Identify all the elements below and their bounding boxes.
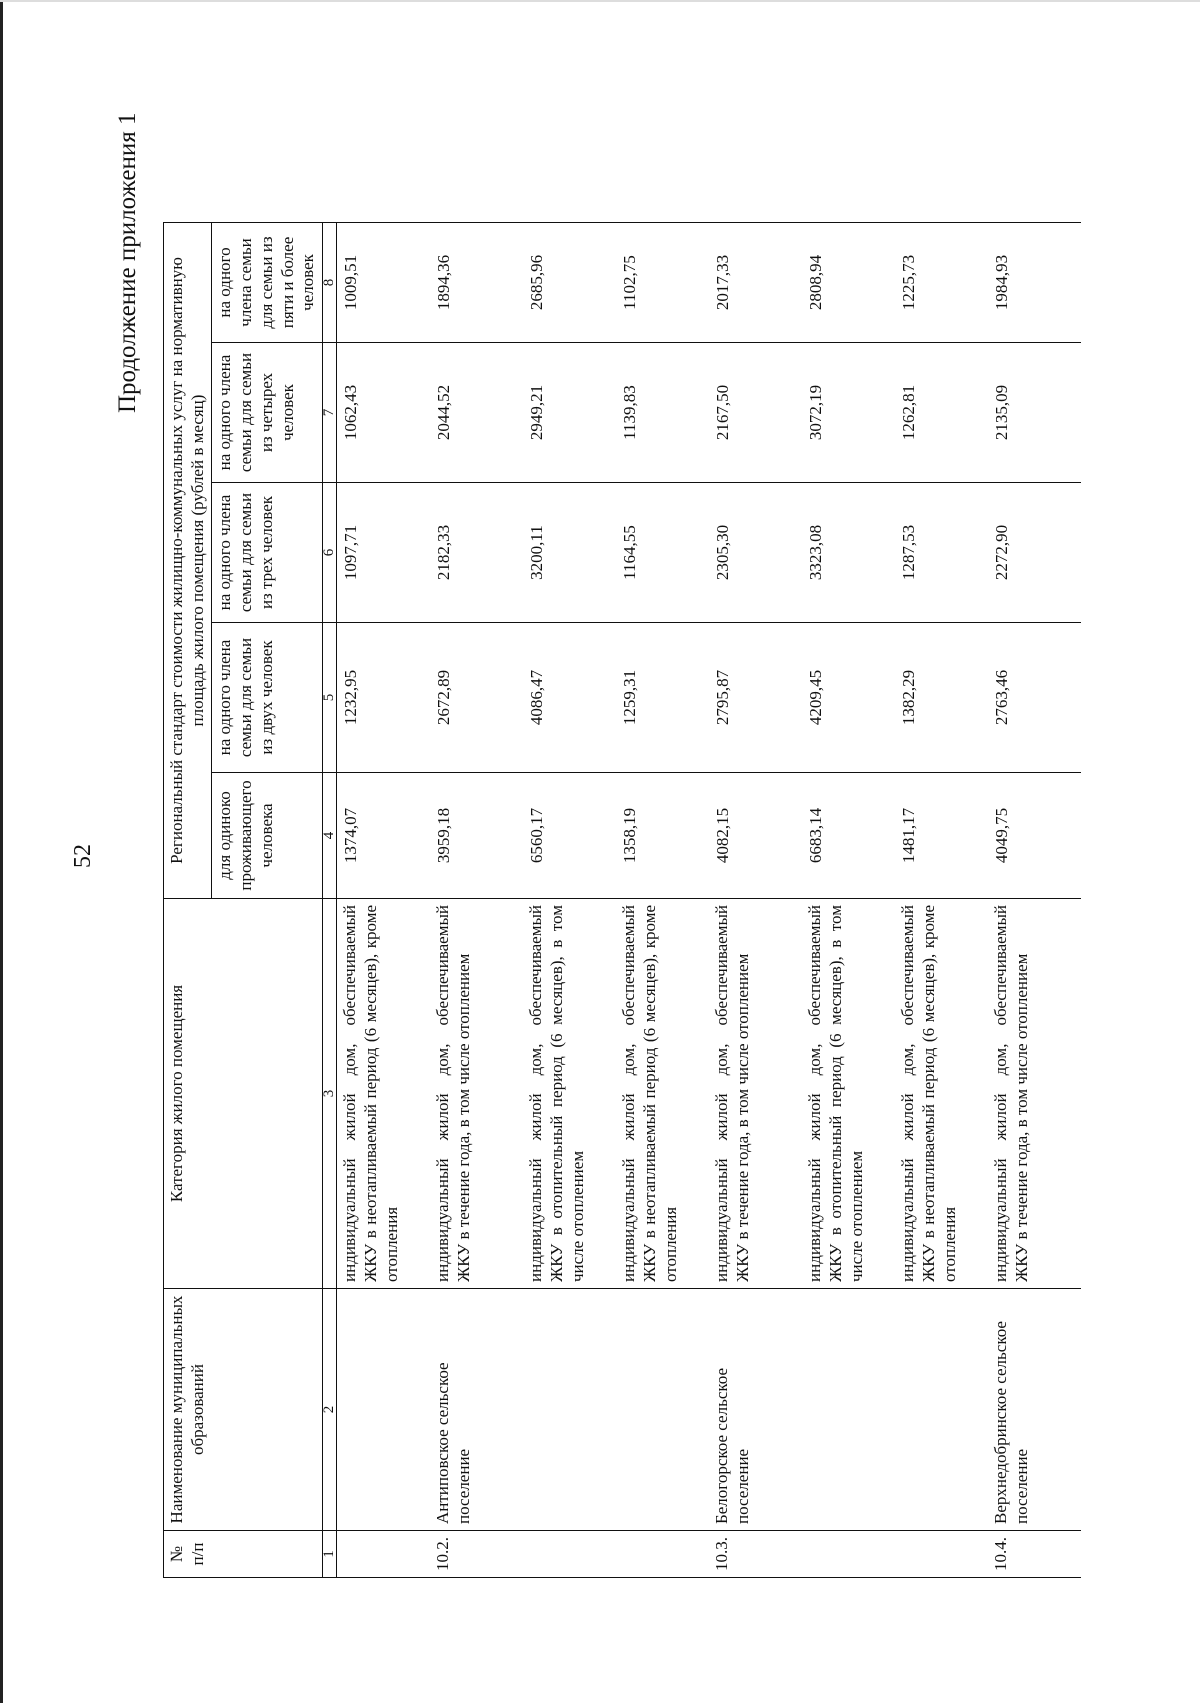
column-number: 4 xyxy=(323,773,337,899)
value-family-two: 4209,45 xyxy=(802,623,895,773)
value-family-two: 2795,87 xyxy=(709,623,802,773)
value-family-four: 2167,50 xyxy=(709,343,802,483)
housing-cost-table xyxy=(163,222,1081,1578)
value-family-four: 1262,81 xyxy=(895,343,988,483)
value-family-five: 1984,93 xyxy=(988,223,1081,343)
table-row xyxy=(523,223,616,1578)
value-single: 4049,75 xyxy=(988,773,1081,899)
value-family-five: 1225,73 xyxy=(895,223,988,343)
header-family-five: на одного члена семьи для семьи из пяти и более человек xyxy=(212,223,323,343)
header-municipality: Наименование муниципальных образований xyxy=(164,1289,323,1531)
value-family-four: 1062,43 xyxy=(337,343,431,483)
housing-category: индивидуальный жилой дом, обеспечиваемый ЖКУ в отопительный период (6 месяцев), в том числе отоплением xyxy=(802,899,895,1289)
value-family-five: 1009,51 xyxy=(337,223,431,343)
table-row xyxy=(616,223,709,1578)
continuation-label: Продолжение приложения 1 xyxy=(114,112,141,413)
value-family-three: 2182,33 xyxy=(430,483,523,623)
table-row xyxy=(430,223,523,1578)
municipality-name xyxy=(337,1289,431,1531)
value-family-five: 2017,33 xyxy=(709,223,802,343)
municipality-name: Белогорское сельское поселение xyxy=(709,1289,802,1531)
municipality-name xyxy=(802,1289,895,1531)
value-family-three: 1097,71 xyxy=(337,483,431,623)
housing-category: индивидуальный жилой дом, обеспечиваемый ЖКУ в течение года, в том числе отоплением xyxy=(988,899,1081,1289)
header-number: № п/п xyxy=(164,1531,323,1578)
value-single: 3959,18 xyxy=(430,773,523,899)
municipality-name xyxy=(616,1289,709,1531)
housing-category: индивидуальный жилой дом, обеспечиваемый ЖКУ в отопительный период (6 месяцев), в том числе отоплением xyxy=(523,899,616,1289)
row-number xyxy=(895,1531,988,1578)
header-category: Категория жилого помещения xyxy=(164,899,323,1289)
value-family-two: 2763,46 xyxy=(988,623,1081,773)
housing-category: индивидуальный жилой дом, обеспечиваемый ЖКУ в течение года, в том числе отоплением xyxy=(430,899,523,1289)
value-family-two: 1382,29 xyxy=(895,623,988,773)
housing-category: индивидуальный жилой дом, обеспечиваемый ЖКУ в неотапливаемый период (6 месяцев), кроме отопления xyxy=(616,899,709,1289)
column-number: 8 xyxy=(323,223,337,343)
table-row xyxy=(895,223,988,1578)
header-standard-group: Региональный стандарт стоимости жилищно-коммунальных услуг на нормативную площадь жилого помещения (рублей в месяц) xyxy=(164,223,212,899)
value-family-four: 2949,21 xyxy=(523,343,616,483)
municipality-name xyxy=(895,1289,988,1531)
value-single: 6560,17 xyxy=(523,773,616,899)
value-single: 1358,19 xyxy=(616,773,709,899)
table-row xyxy=(337,223,431,1578)
value-single: 6683,14 xyxy=(802,773,895,899)
value-family-three: 1164,55 xyxy=(616,483,709,623)
column-number: 1 xyxy=(323,1531,337,1578)
table-row xyxy=(988,223,1081,1578)
row-number xyxy=(337,1531,431,1578)
value-family-five: 1894,36 xyxy=(430,223,523,343)
value-family-three: 3323,08 xyxy=(802,483,895,623)
municipality-name: Верхнедобринское сельское поселение xyxy=(988,1289,1081,1531)
value-family-two: 4086,47 xyxy=(523,623,616,773)
header-family-three: на одного члена семьи для семьи из трех человек xyxy=(212,483,323,623)
column-number: 2 xyxy=(323,1289,337,1531)
table-row xyxy=(709,223,802,1578)
row-number: 10.3. xyxy=(709,1531,802,1578)
value-family-four: 2044,52 xyxy=(430,343,523,483)
header-family-two: на одного члена семьи для семьи из двух человек xyxy=(212,623,323,773)
header-family-four: на одного члена семьи для семьи из четырех человек xyxy=(212,343,323,483)
value-family-three: 3200,11 xyxy=(523,483,616,623)
value-family-five: 1102,75 xyxy=(616,223,709,343)
value-single: 4082,15 xyxy=(709,773,802,899)
value-family-three: 1287,53 xyxy=(895,483,988,623)
value-family-three: 2305,30 xyxy=(709,483,802,623)
housing-category: индивидуальный жилой дом, обеспечиваемый ЖКУ в неотапливаемый период (6 месяцев), кроме отопления xyxy=(337,899,431,1289)
page-number: 52 xyxy=(70,844,96,868)
row-number: 10.2. xyxy=(430,1531,523,1578)
column-number: 7 xyxy=(323,343,337,483)
column-number-row xyxy=(323,223,337,1578)
value-family-five: 2808,94 xyxy=(802,223,895,343)
value-family-two: 1259,31 xyxy=(616,623,709,773)
value-family-four: 2135,09 xyxy=(988,343,1081,483)
row-number xyxy=(616,1531,709,1578)
value-family-four: 1139,83 xyxy=(616,343,709,483)
value-family-three: 2272,90 xyxy=(988,483,1081,623)
column-number: 5 xyxy=(323,623,337,773)
column-number: 6 xyxy=(323,483,337,623)
housing-category: индивидуальный жилой дом, обеспечиваемый ЖКУ в неотапливаемый период (6 месяцев), кроме отопления xyxy=(895,899,988,1289)
value-single: 1481,17 xyxy=(895,773,988,899)
municipality-name: Антиповское сельское поселение xyxy=(430,1289,523,1531)
value-family-five: 2685,96 xyxy=(523,223,616,343)
column-number: 3 xyxy=(323,899,337,1289)
value-family-two: 1232,95 xyxy=(337,623,431,773)
value-family-four: 3072,19 xyxy=(802,343,895,483)
row-number xyxy=(802,1531,895,1578)
row-number xyxy=(523,1531,616,1578)
table-row xyxy=(802,223,895,1578)
value-single: 1374,07 xyxy=(337,773,431,899)
header-single-person: для одиноко проживающего человека xyxy=(212,773,323,899)
value-family-two: 2672,89 xyxy=(430,623,523,773)
row-number: 10.4. xyxy=(988,1531,1081,1578)
housing-category: индивидуальный жилой дом, обеспечиваемый ЖКУ в течение года, в том числе отоплением xyxy=(709,899,802,1289)
municipality-name xyxy=(523,1289,616,1531)
